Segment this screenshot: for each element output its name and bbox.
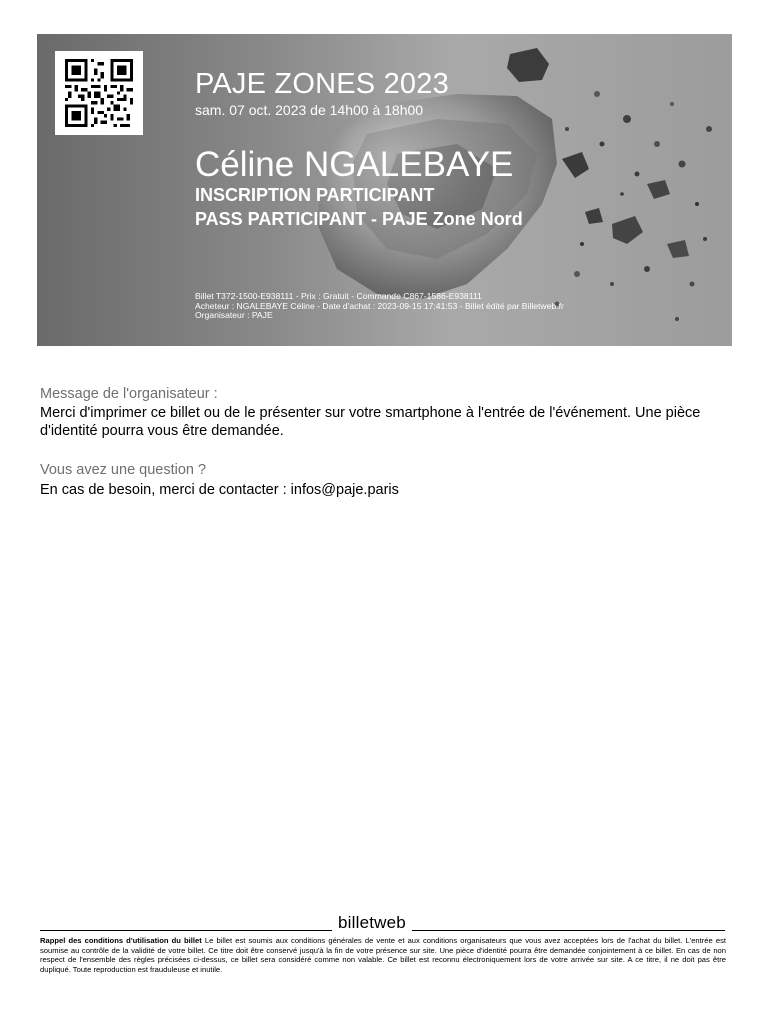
ticket-meta-line-1: Billet T372-1500-E938111 - Prix : Gratuit - Commande C867-1586-E938111 bbox=[195, 291, 482, 301]
terms-title: Rappel des conditions d'utilisation du billet bbox=[40, 936, 202, 945]
footer-divider-right bbox=[412, 930, 725, 931]
billetweb-logo: billetweb bbox=[338, 913, 406, 932]
terms-reminder bbox=[40, 936, 726, 974]
ticket-meta-line-3: Organisateur : PAJE bbox=[195, 310, 273, 320]
ticket-banner bbox=[37, 34, 732, 346]
footer-divider-left bbox=[40, 930, 332, 931]
question-label: Vous avez une question ? bbox=[40, 462, 207, 478]
ticket-meta bbox=[195, 292, 564, 321]
event-date: sam. 07 oct. 2023 de 14h00 à 18h00 bbox=[195, 102, 424, 118]
ticket-holder-name: Céline NGALEBAYE bbox=[195, 145, 514, 184]
organizer-message-text: Merci d'imprimer ce billet ou de le présenter sur votre smartphone à l'entrée de l'événement. Une pièce d'identité pourra vous être demandée. bbox=[40, 405, 701, 439]
organizer-message-label: Message de l'organisateur : bbox=[40, 386, 218, 402]
qr-code-icon bbox=[65, 59, 133, 127]
ticket-type: INSCRIPTION PARTICIPANT bbox=[195, 185, 435, 205]
terms-text: Le billet est soumis aux conditions générales de vente et aux conditions organisateurs que vous avez acceptées lors de l'achat du billet. L'entrée est soumise au contrôle de la validité de votre billet. Ce titre doit être conservé jusqu'à la fin de votre présence sur site. Une pièce d'identité pourra être demandée conjointement à ce billet. En cas de non respect de l'ensemble des règles précisées ci-dessus, ce billet sera considéré comme non valable. Ce billet est reconnu électroniquement lors de votre arrivée sur site. A ce titre, il ne doit pas être dupliqué. Toute reproduction est frauduleuse et inutile. bbox=[40, 936, 727, 974]
event-title: PAJE ZONES 2023 bbox=[195, 68, 449, 100]
qr-code bbox=[55, 51, 143, 135]
contact-text: En cas de besoin, merci de contacter : infos@paje.paris bbox=[40, 482, 399, 498]
pass-name: PASS PARTICIPANT - PAJE Zone Nord bbox=[195, 209, 523, 229]
ticket-meta-line-2: Acheteur : NGALEBAYE Céline - Date d'achat : 2023-09-15 17:41:53 - Billet édité par Billetweb.fr bbox=[195, 300, 564, 311]
